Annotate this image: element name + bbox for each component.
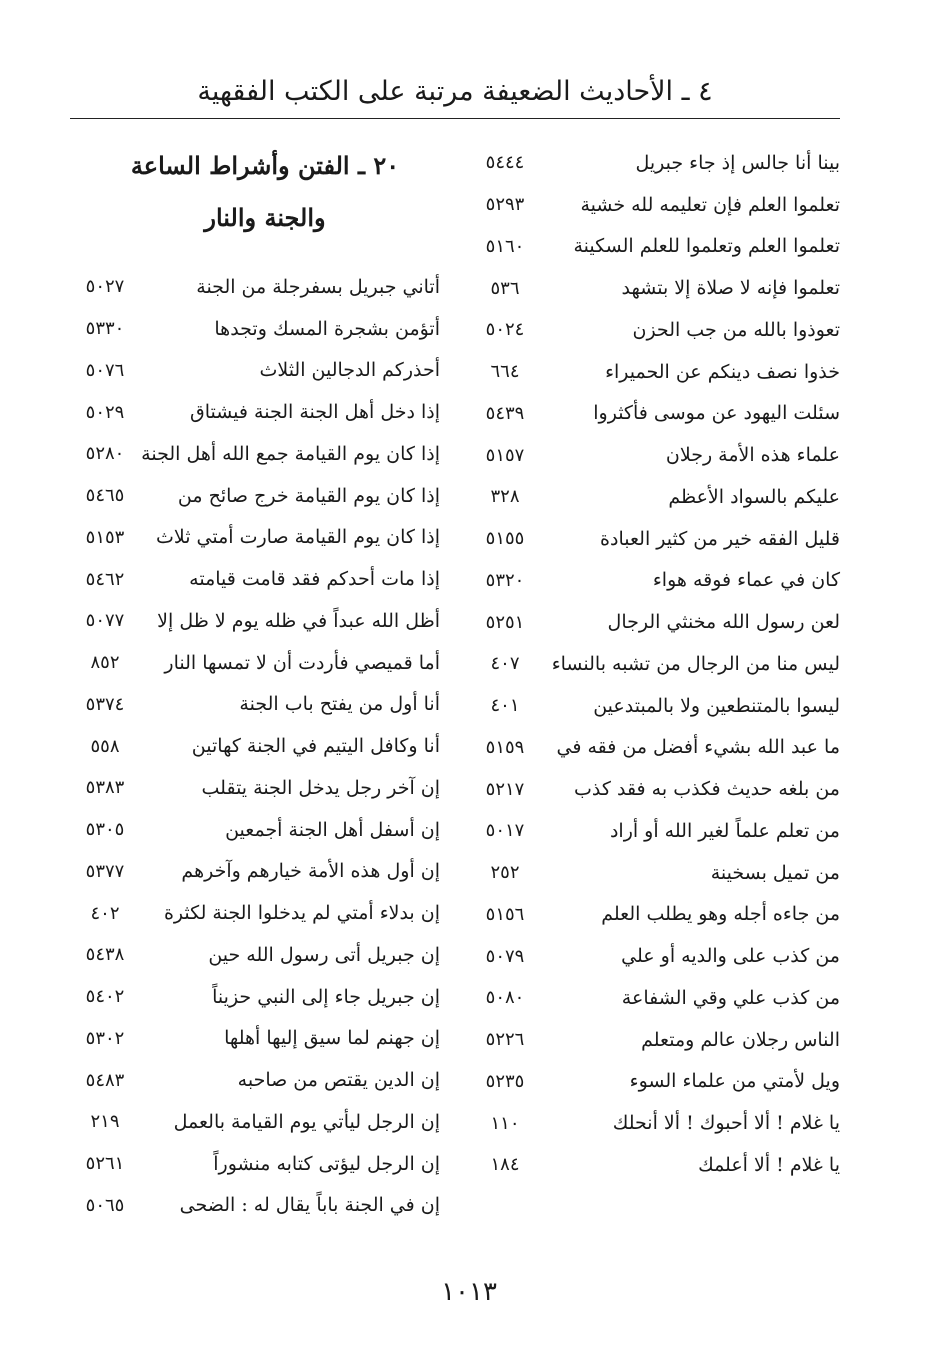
hadith-title: ليس منا من الرجال من تشبه بالنساء <box>551 652 840 675</box>
index-entry <box>70 1018 440 1060</box>
hadith-number: ٤٠١ <box>490 695 520 717</box>
index-entry <box>70 809 440 851</box>
hadith-title: تعلموا فإنه لا صلاة إلا بتشهد <box>621 277 840 300</box>
hadith-number: ٥٠٢٩ <box>85 401 125 423</box>
hadith-title: أظل الله عبداً في ظله يوم لا ظل إلا <box>157 609 440 632</box>
hadith-title: يا غلام ! ألا أعلمك <box>698 1153 840 1176</box>
hadith-number: ٥٣٠٥ <box>85 819 125 841</box>
hadith-title: إن جبريل جاء إلى النبي حزيناً <box>212 985 440 1008</box>
index-entry <box>70 558 440 600</box>
hadith-number: ٥١٥٣ <box>85 526 125 548</box>
index-entry <box>470 810 840 852</box>
hadith-number: ٥٣٠٢ <box>85 1027 125 1049</box>
hadith-title: أنا وكافل اليتيم في الجنة كهاتين <box>191 735 440 758</box>
hadith-title: ويل لأمتي من علماء السوء <box>629 1070 840 1093</box>
hadith-title: أتؤمن بشجرة المسك وتجدها <box>214 317 440 340</box>
index-entry <box>470 393 840 435</box>
hadith-number: ٥٠٢٧ <box>85 276 125 298</box>
index-entry <box>70 433 440 475</box>
hadith-title: أحذركم الدجالين الثلاث <box>259 359 440 382</box>
hadith-number: ٣٢٨ <box>490 486 520 508</box>
hadith-number: ٥٠٧٩ <box>485 945 525 967</box>
hadith-number: ٥٠١٧ <box>485 820 525 842</box>
hadith-number: ٥٤٨٣ <box>85 1069 125 1091</box>
hadith-number: ٥٠٨٠ <box>485 987 525 1009</box>
index-entry <box>470 894 840 936</box>
index-entry <box>470 768 840 810</box>
hadith-number: ٥٣٨٣ <box>85 777 125 799</box>
hadith-title: من بلغه حديث فكذب به فقد كذب <box>574 778 840 801</box>
hadith-number: ٥٣٣٠ <box>85 318 125 340</box>
hadith-title: سئلت اليهود عن موسى فأكثروا <box>593 402 840 425</box>
hadith-title: أتاني جبريل بسفرجلة من الجنة <box>196 275 440 298</box>
hadith-number: ٤٠٧ <box>490 653 520 675</box>
index-entry <box>70 517 440 559</box>
hadith-number: ٥٢١٧ <box>485 778 525 800</box>
hadith-number: ٥٠٧٦ <box>85 359 125 381</box>
hadith-title: لعن رسول الله مخنثي الرجال <box>607 611 840 634</box>
hadith-number: ٥٢٨٠ <box>85 443 125 465</box>
hadith-number: ٥١٥٥ <box>485 528 525 550</box>
hadith-title: تعلموا العلم فإن تعليمه لله خشية <box>580 193 840 216</box>
index-entry <box>470 1019 840 1061</box>
hadith-title: خذوا نصف دينكم عن الحميراء <box>605 360 840 383</box>
hadith-number: ٥٤٤٤ <box>485 152 525 174</box>
hadith-title: إذا كان يوم القيامة خرج صائح من <box>177 484 440 507</box>
index-entry <box>70 934 440 976</box>
hadith-title: إن الدين يقتص من صاحبه <box>237 1069 440 1092</box>
hadith-title: تعلموا العلم وتعلموا للعلم السكينة <box>573 235 840 258</box>
hadith-number: ٥٣٧٤ <box>85 693 125 715</box>
page-number: ١٠١٣ <box>441 1277 497 1307</box>
header-rule <box>70 118 840 119</box>
index-entry <box>470 351 840 393</box>
hadith-title: إن جهنم لما سيق إليها أهلها <box>224 1027 440 1050</box>
hadith-title: من كذب علي وقي الشفاعة <box>621 986 840 1009</box>
hadith-title: علماء هذه الأمة رجلان <box>665 444 840 467</box>
hadith-number: ٥٢٦١ <box>85 1153 125 1175</box>
hadith-title: تعوذوا بالله من جب الحزن <box>632 318 840 341</box>
hadith-title: إن في الجنة باباً يقال له : الضحى <box>179 1194 440 1217</box>
index-entry <box>470 1144 840 1186</box>
hadith-number: ٦٦٤ <box>490 361 520 383</box>
hadith-title: يا غلام ! ألا أحبوك ! ألا أنحلك <box>612 1112 840 1135</box>
index-entry <box>70 725 440 767</box>
index-entry <box>470 727 840 769</box>
hadith-number: ٥١٦٠ <box>485 235 525 257</box>
index-entry <box>70 1185 440 1227</box>
index-entry <box>70 1101 440 1143</box>
index-entry <box>470 518 840 560</box>
index-entry <box>470 309 840 351</box>
hadith-title: الناس رجلان عالم ومتعلم <box>641 1028 840 1051</box>
index-entry <box>470 1102 840 1144</box>
section-heading-line-1: ٢٠ ـ الفتن وأشراط الساعة <box>130 151 400 180</box>
index-entry <box>470 267 840 309</box>
index-entry <box>70 350 440 392</box>
hadith-number: ٥٣٢٠ <box>485 569 525 591</box>
hadith-number: ٥٠٧٧ <box>85 610 125 632</box>
hadith-title: إن أول هذه الأمة خيارهم وآخرهم <box>181 860 440 883</box>
hadith-title: ليسوا بالمتنطعين ولا بالمبتدعين <box>593 694 840 717</box>
hadith-number: ٥٤٦٢ <box>85 568 125 590</box>
index-entry <box>470 977 840 1019</box>
hadith-number: ٥٤٣٩ <box>485 402 525 424</box>
hadith-title: من تميل بسخينة <box>710 861 840 884</box>
hadith-number: ٥٢٢٦ <box>485 1029 525 1051</box>
hadith-number: ١١٠ <box>490 1112 520 1134</box>
hadith-title: من كذب على والديه أو علي <box>621 945 840 968</box>
hadith-number: ٢١٩ <box>90 1111 120 1133</box>
index-entry <box>70 642 440 684</box>
hadith-number: ٥١٥٦ <box>485 903 525 925</box>
index-entry <box>470 476 840 518</box>
index-entry <box>470 643 840 685</box>
hadith-number: ٥١٥٩ <box>485 736 525 758</box>
index-entry <box>70 308 440 350</box>
hadith-title: إذا دخل أهل الجنة الجنة فيشتاق <box>189 401 440 424</box>
running-header: ٤ ـ الأحاديث الضعيفة مرتبة على الكتب الفقهية <box>197 76 713 107</box>
right-column-index <box>470 142 840 1186</box>
hadith-number: ٥٣٧٧ <box>85 860 125 882</box>
hadith-title: إن أسفل أهل الجنة أجمعين <box>225 818 440 841</box>
hadith-number: ٥٤٦٥ <box>85 485 125 507</box>
hadith-title: عليكم بالسواد الأعظم <box>668 485 840 508</box>
hadith-number: ٤٠٢ <box>90 902 120 924</box>
hadith-number: ٥٠٢٤ <box>485 319 525 341</box>
hadith-number: ٥٥٨ <box>90 735 120 757</box>
hadith-title: قليل الفقه خير من كثير العبادة <box>600 527 840 550</box>
index-entry <box>470 685 840 727</box>
hadith-number: ٥٢٩٣ <box>485 194 525 216</box>
hadith-title: إن الرجل ليؤتى كتابه منشوراً <box>213 1152 440 1175</box>
hadith-number: ٥٤٠٢ <box>85 986 125 1008</box>
hadith-title: إن جبريل أتى رسول الله حين <box>208 943 440 966</box>
hadith-title: أنا أول من يفتح باب الجنة <box>239 693 440 716</box>
index-entry <box>470 142 840 184</box>
index-entry <box>470 560 840 602</box>
hadith-title: إن آخر رجل يدخل الجنة يتقلب <box>201 776 440 799</box>
index-entry <box>70 266 440 308</box>
hadith-number: ٨٥٢ <box>90 652 120 674</box>
section-heading-line-2: والجنة والنار <box>204 203 326 232</box>
hadith-title: إن الرجل ليأتي يوم القيامة بالعمل <box>173 1110 440 1133</box>
hadith-title: أما قميصي فأردت أن لا تمسها النار <box>164 651 440 674</box>
index-entry <box>70 1143 440 1185</box>
hadith-number: ٥١٥٧ <box>485 444 525 466</box>
hadith-title: بينا أنا جالس إذ جاء جبريل <box>635 151 840 174</box>
hadith-number: ٥٢٥١ <box>485 611 525 633</box>
hadith-title: من تعلم علماً لغير الله أو أراد <box>609 819 840 842</box>
index-entry <box>70 475 440 517</box>
index-entry <box>470 226 840 268</box>
index-entry <box>70 1059 440 1101</box>
index-entry <box>70 684 440 726</box>
index-entry <box>470 852 840 894</box>
hadith-number: ٥٣٦ <box>490 277 520 299</box>
hadith-title: إن بدلاء أمتي لم يدخلوا الجنة لكثرة <box>163 902 440 925</box>
index-entry <box>70 600 440 642</box>
index-entry <box>70 851 440 893</box>
hadith-number: ٢٥٢ <box>490 862 520 884</box>
left-column-index <box>70 266 440 1226</box>
index-entry <box>70 976 440 1018</box>
hadith-number: ٥٠٦٥ <box>85 1194 125 1216</box>
index-entry <box>470 601 840 643</box>
index-entry <box>470 935 840 977</box>
hadith-title: إذا كان يوم القيامة جمع الله أهل الجنة <box>141 442 440 465</box>
hadith-number: ١٨٤ <box>490 1154 520 1176</box>
index-entry <box>70 767 440 809</box>
hadith-number: ٥٤٣٨ <box>85 944 125 966</box>
index-entry <box>470 434 840 476</box>
hadith-title: إذا كان يوم القيامة صارت أمتي ثلاث <box>156 526 440 549</box>
hadith-title: ما عبد الله بشيء أفضل من فقه في <box>556 736 840 759</box>
index-entry <box>470 1061 840 1103</box>
hadith-number: ٥٢٣٥ <box>485 1070 525 1092</box>
index-entry <box>70 892 440 934</box>
index-entry <box>70 391 440 433</box>
index-entry <box>470 184 840 226</box>
hadith-title: كان في عماء فوقه هواء <box>652 569 840 592</box>
hadith-title: من جاءه أجله وهو يطلب العلم <box>601 903 840 926</box>
section-heading <box>120 142 410 252</box>
hadith-title: إذا مات أحدكم فقد قامت قيامته <box>189 568 440 591</box>
